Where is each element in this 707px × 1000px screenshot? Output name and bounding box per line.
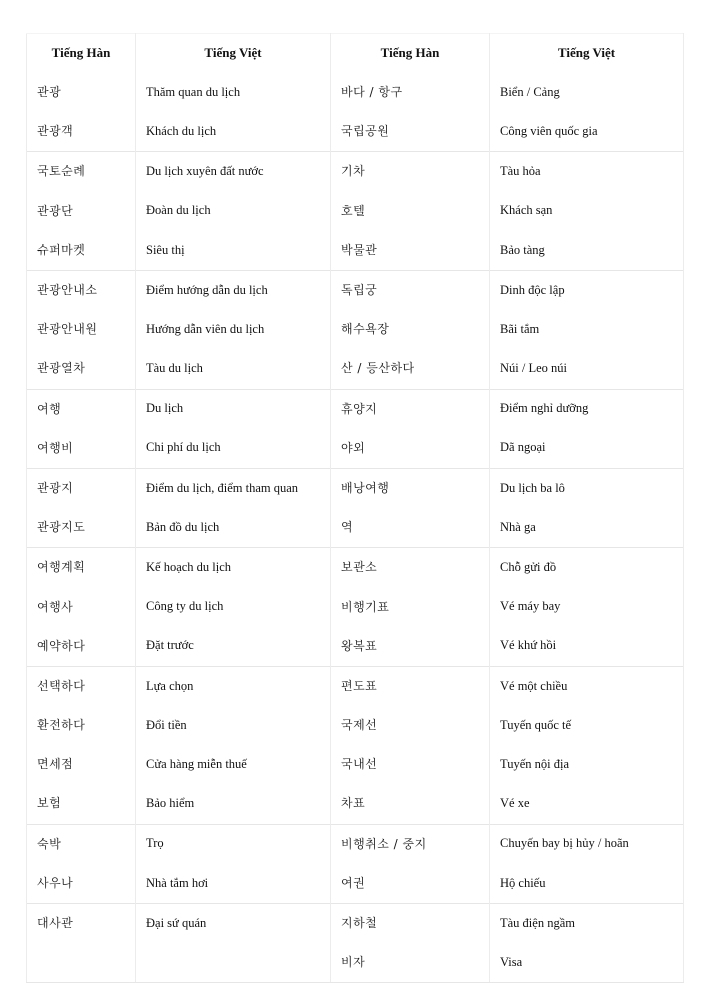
vietnamese-term: Chi phí du lịch <box>136 429 331 469</box>
table-row <box>27 192 684 231</box>
korean-term: 국립공원 <box>331 112 490 152</box>
table-row <box>27 824 684 864</box>
vietnamese-term: Điểm du lịch, điểm tham quan <box>136 468 331 508</box>
vietnamese-term: Bảo hiểm <box>136 784 331 824</box>
korean-term <box>27 943 136 983</box>
vietnamese-term: Vé một chiều <box>490 666 684 706</box>
korean-term: 관광 <box>27 73 136 112</box>
table-row <box>27 73 684 112</box>
vietnamese-term: Khách du lịch <box>136 112 331 152</box>
korean-term: 여행사 <box>27 587 136 626</box>
table-row <box>27 864 684 904</box>
table-row <box>27 745 684 784</box>
table-row <box>27 310 684 349</box>
korean-term: 관광지 <box>27 468 136 508</box>
korean-term: 편도표 <box>331 666 490 706</box>
korean-term: 예약하다 <box>27 627 136 667</box>
korean-term: 숙박 <box>27 824 136 864</box>
vietnamese-term: Nhà tắm hơi <box>136 864 331 904</box>
korean-term: 비행취소 / 중지 <box>331 824 490 864</box>
korean-term: 왕복표 <box>331 627 490 667</box>
table-row <box>27 152 684 192</box>
korean-term: 지하철 <box>331 903 490 943</box>
korean-term: 관광단 <box>27 192 136 231</box>
vietnamese-term: Biển / Cảng <box>490 73 684 112</box>
korean-term: 선택하다 <box>27 666 136 706</box>
korean-term: 슈퍼마켓 <box>27 231 136 271</box>
table-row <box>27 548 684 588</box>
korean-term: 여행계획 <box>27 548 136 588</box>
table-body <box>27 73 684 983</box>
korean-term: 국토순례 <box>27 152 136 192</box>
vietnamese-term: Trọ <box>136 824 331 864</box>
vietnamese-term: Vé khứ hồi <box>490 627 684 667</box>
vietnamese-term: Bảo tàng <box>490 231 684 271</box>
vietnamese-term: Hướng dẫn viên du lịch <box>136 310 331 349</box>
korean-term: 독립궁 <box>331 270 490 310</box>
korean-term: 차표 <box>331 784 490 824</box>
vietnamese-term: Đặt trước <box>136 627 331 667</box>
vietnamese-term: Vé xe <box>490 784 684 824</box>
vietnamese-term: Visa <box>490 943 684 983</box>
vietnamese-term: Tàu du lịch <box>136 349 331 389</box>
table-row <box>27 903 684 943</box>
vietnamese-term <box>136 943 331 983</box>
table-row <box>27 112 684 152</box>
vocabulary-table <box>26 33 684 983</box>
vietnamese-term: Bản đồ du lịch <box>136 508 331 548</box>
vietnamese-term: Chuyến bay bị hủy / hoãn <box>490 824 684 864</box>
vietnamese-term: Thăm quan du lịch <box>136 73 331 112</box>
vietnamese-term: Chỗ gửi đồ <box>490 548 684 588</box>
table-row <box>27 468 684 508</box>
table-row <box>27 508 684 548</box>
vietnamese-term: Bãi tắm <box>490 310 684 349</box>
korean-term: 여행 <box>27 389 136 429</box>
korean-term: 관광열차 <box>27 349 136 389</box>
korean-term: 관광객 <box>27 112 136 152</box>
korean-term: 바다 / 항구 <box>331 73 490 112</box>
korean-term: 관광안내소 <box>27 270 136 310</box>
header-vietnamese-1: Tiếng Việt <box>136 34 331 74</box>
korean-term: 대사관 <box>27 903 136 943</box>
korean-term: 기차 <box>331 152 490 192</box>
vietnamese-term: Lựa chọn <box>136 666 331 706</box>
vietnamese-term: Dã ngoại <box>490 429 684 469</box>
table-row <box>27 231 684 271</box>
korean-term: 해수욕장 <box>331 310 490 349</box>
table-row <box>27 706 684 745</box>
korean-term: 산 / 등산하다 <box>331 349 490 389</box>
vietnamese-term: Đại sứ quán <box>136 903 331 943</box>
vietnamese-term: Đổi tiền <box>136 706 331 745</box>
korean-term: 호텔 <box>331 192 490 231</box>
korean-term: 환전하다 <box>27 706 136 745</box>
vietnamese-term: Du lịch xuyên đất nước <box>136 152 331 192</box>
table-row <box>27 270 684 310</box>
header-vietnamese-2: Tiếng Việt <box>490 34 684 74</box>
korean-term: 여권 <box>331 864 490 904</box>
korean-term: 여행비 <box>27 429 136 469</box>
korean-term: 배낭여행 <box>331 468 490 508</box>
header-korean-2: Tiếng Hàn <box>331 34 490 74</box>
table-row <box>27 627 684 667</box>
header-korean-1: Tiếng Hàn <box>27 34 136 74</box>
korean-term: 역 <box>331 508 490 548</box>
header-row <box>27 34 684 74</box>
vietnamese-term: Điểm nghỉ dưỡng <box>490 389 684 429</box>
vietnamese-term: Nhà ga <box>490 508 684 548</box>
korean-term: 면세점 <box>27 745 136 784</box>
table-row <box>27 389 684 429</box>
vietnamese-term: Kế hoạch du lịch <box>136 548 331 588</box>
vietnamese-term: Cửa hàng miễn thuế <box>136 745 331 784</box>
korean-term: 관광지도 <box>27 508 136 548</box>
vietnamese-term: Tàu điện ngầm <box>490 903 684 943</box>
table-row <box>27 429 684 469</box>
korean-term: 국내선 <box>331 745 490 784</box>
table-row <box>27 784 684 824</box>
table-row <box>27 943 684 983</box>
korean-term: 휴양지 <box>331 389 490 429</box>
korean-term: 비행기표 <box>331 587 490 626</box>
vietnamese-term: Tuyến nội địa <box>490 745 684 784</box>
korean-term: 사우나 <box>27 864 136 904</box>
vietnamese-term: Vé máy bay <box>490 587 684 626</box>
table-row <box>27 587 684 626</box>
vietnamese-term: Núi / Leo núi <box>490 349 684 389</box>
korean-term: 보관소 <box>331 548 490 588</box>
vietnamese-term: Khách sạn <box>490 192 684 231</box>
vietnamese-term: Siêu thị <box>136 231 331 271</box>
vietnamese-term: Công ty du lịch <box>136 587 331 626</box>
korean-term: 보험 <box>27 784 136 824</box>
vietnamese-term: Du lịch <box>136 389 331 429</box>
korean-term: 야외 <box>331 429 490 469</box>
vietnamese-term: Đoàn du lịch <box>136 192 331 231</box>
table-header <box>27 34 684 74</box>
vietnamese-term: Điểm hướng dẫn du lịch <box>136 270 331 310</box>
korean-term: 비자 <box>331 943 490 983</box>
vietnamese-term: Hộ chiếu <box>490 864 684 904</box>
korean-term: 박물관 <box>331 231 490 271</box>
vietnamese-term: Dinh độc lập <box>490 270 684 310</box>
korean-term: 국제선 <box>331 706 490 745</box>
table-row <box>27 666 684 706</box>
vietnamese-term: Tuyến quốc tế <box>490 706 684 745</box>
vietnamese-term: Tàu hỏa <box>490 152 684 192</box>
vietnamese-term: Công viên quốc gia <box>490 112 684 152</box>
vietnamese-term: Du lịch ba lô <box>490 468 684 508</box>
korean-term: 관광안내원 <box>27 310 136 349</box>
table-row <box>27 349 684 389</box>
